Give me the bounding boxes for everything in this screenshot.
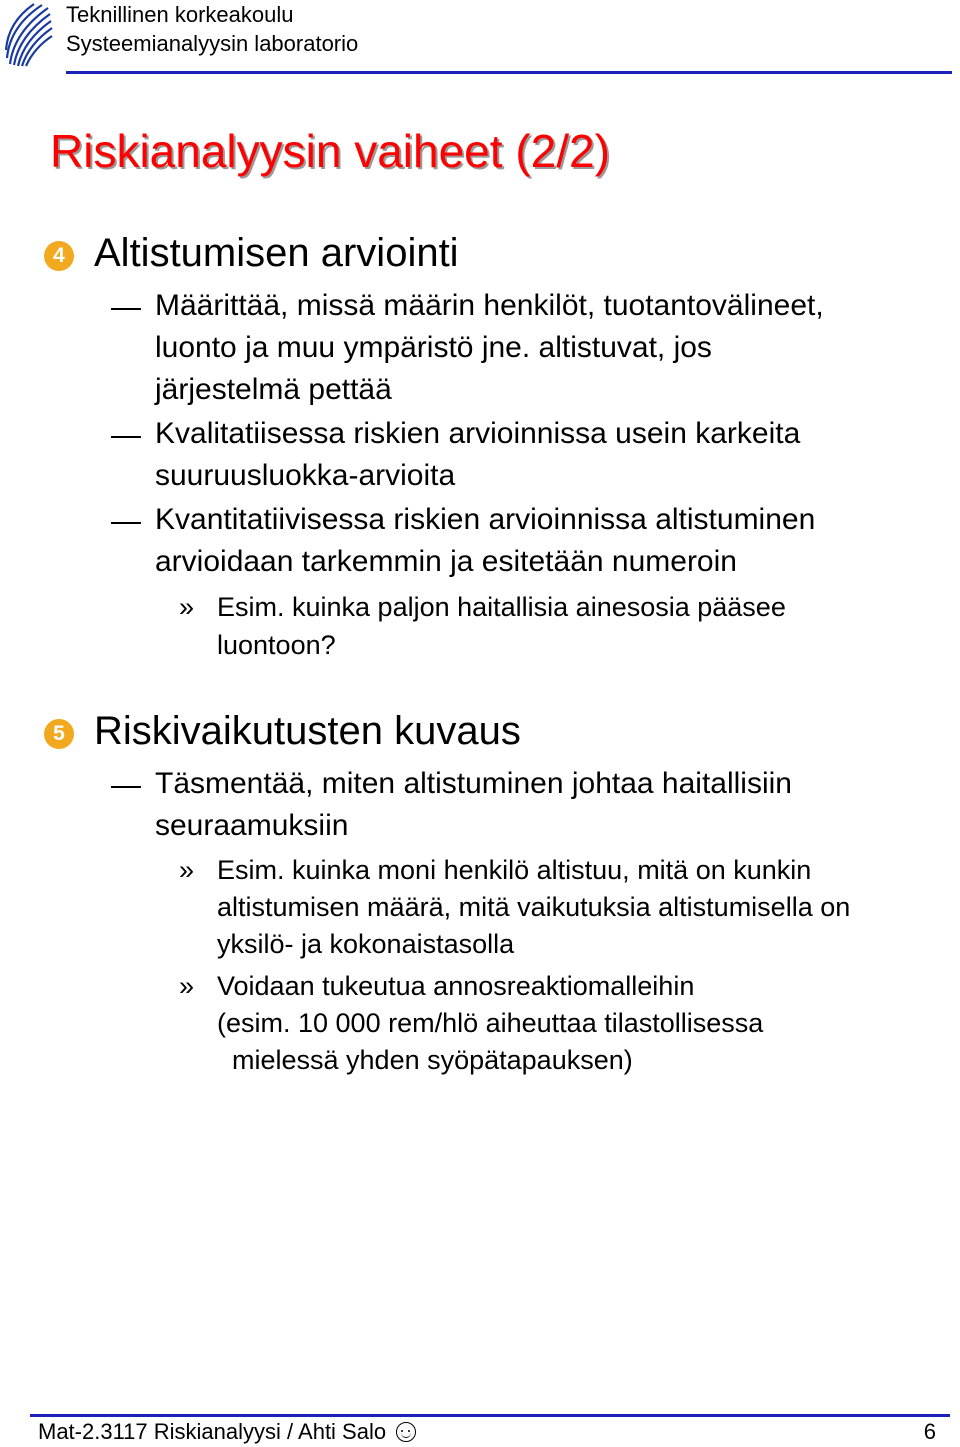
sub-item-line: Esim. kuinka paljon haitallisia ainesosia pääsee: [217, 592, 786, 622]
dash-bullet: [111, 436, 141, 438]
sub-item-line: altistumisen määrä, mitä vaikutuksia altistumisella on: [217, 892, 851, 922]
sub-bullet: »: [179, 971, 195, 1001]
list-item-line: arvioidaan tarkemmin ja esitetään numeroin: [155, 545, 737, 578]
footer-course: [38, 1419, 416, 1445]
dash-bullet: [111, 786, 141, 788]
list-item-line: Kvantitatiivisessa riskien arvioinnissa altistuminen: [155, 503, 816, 536]
sub-item-line: Esim. kuinka moni henkilö altistuu, mitä on kunkin: [217, 855, 812, 885]
footer-divider: [30, 1414, 950, 1417]
sub-bullet: »: [179, 855, 195, 885]
list-item-line: seuraamuksiin: [155, 809, 349, 842]
copyright-icon: [396, 1422, 416, 1442]
sub-item-line: mielessä yhden syöpätapauksen): [232, 1045, 633, 1075]
list-item-line: Määrittää, missä määrin henkilöt, tuotantovälineet,: [155, 289, 824, 322]
sub-item-line: (esim. 10 000 rem/hlö aiheuttaa tilastollisessa: [217, 1008, 764, 1038]
department-name: Systeemianalyysin laboratorio: [66, 31, 359, 56]
footer-course-text: Mat-2.3117 Riskianalyysi / Ahti Salo: [38, 1419, 387, 1444]
organization-name: Teknillinen korkeakoulu: [66, 2, 294, 27]
sub-bullet: »: [179, 592, 195, 622]
tkk-logo-icon: [4, 2, 54, 68]
list-item-line: Täsmentää, miten altistuminen johtaa haitallisiin: [155, 767, 792, 800]
section-heading: Altistumisen arviointi: [94, 231, 459, 275]
sub-item-line: Voidaan tukeutua annosreaktiomalleihin: [217, 971, 695, 1001]
list-item-line: Kvalitatiisessa riskien arvioinnissa usein karkeita: [155, 417, 801, 450]
header-divider: [66, 71, 952, 74]
sub-item-line: yksilö- ja kokonaistasolla: [217, 929, 515, 959]
dash-bullet: [111, 308, 141, 310]
sub-item-line: luontoon?: [217, 630, 336, 660]
number-bullet-icon: 4: [44, 241, 74, 271]
list-item-line: suuruusluokka-arvioita: [155, 459, 456, 492]
dash-bullet: [111, 522, 141, 524]
list-item-line: luonto ja muu ympäristö jne. altistuvat, jos: [155, 331, 712, 364]
slide-title: Riskianalyysin vaiheet (2/2): [50, 125, 610, 177]
list-item-line: järjestelmä pettää: [155, 373, 392, 406]
section-heading: Riskivaikutusten kuvaus: [94, 709, 521, 753]
page-number: 6: [923, 1419, 936, 1444]
number-bullet-icon: 5: [44, 719, 74, 749]
